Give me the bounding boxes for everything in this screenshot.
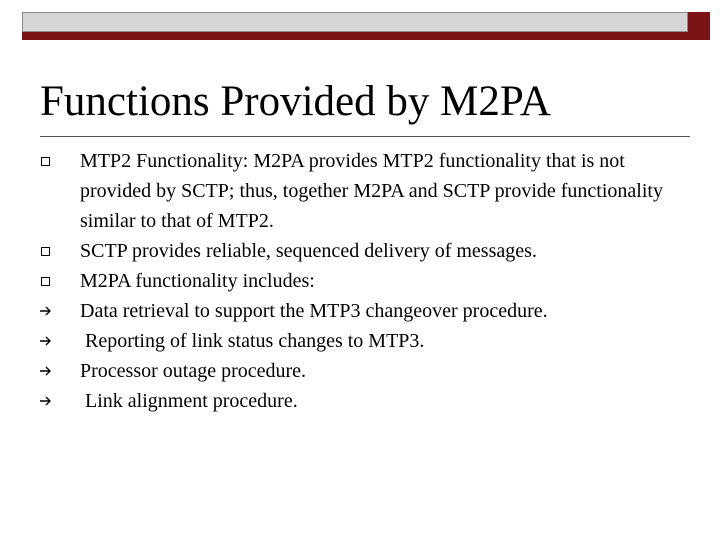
bullet-item [40, 296, 700, 326]
bullet-text: Data retrieval to support the MTP3 changeover procedure. [80, 300, 548, 322]
bullet-text: SCTP provides reliable, sequenced delivery of messages. [80, 240, 537, 262]
square-bullet-icon [40, 236, 80, 266]
title-divider [40, 136, 690, 137]
square-bullet-icon [40, 266, 80, 296]
bullet-item [40, 146, 700, 236]
header-corner-square [688, 12, 710, 32]
arrow-bullet-icon [40, 296, 80, 326]
bullet-item [40, 266, 700, 296]
square-bullet-icon [40, 146, 80, 176]
bullet-text: Reporting of link status changes to MTP3. [80, 330, 425, 352]
arrow-bullet-icon [40, 356, 80, 386]
bullet-text: Link alignment procedure. [80, 390, 298, 412]
bullet-text: MTP2 Functionality: M2PA provides MTP2 functionality that is not provided by SCTP; thus, together M2PA and SCTP provide functionality similar to that of MTP2. [80, 150, 663, 232]
header-gray-band [22, 12, 688, 32]
arrow-bullet-icon [40, 386, 80, 416]
bullet-item [40, 356, 700, 386]
bullet-text: Processor outage procedure. [80, 360, 307, 382]
bullet-list [40, 146, 700, 416]
bullet-item [40, 326, 700, 356]
header-accent-stripe [22, 32, 710, 40]
bullet-item [40, 386, 700, 416]
arrow-bullet-icon [40, 326, 80, 356]
bullet-text: M2PA functionality includes: [80, 270, 315, 292]
slide-title: Functions Provided by M2PA [40, 78, 551, 125]
bullet-item [40, 236, 700, 266]
